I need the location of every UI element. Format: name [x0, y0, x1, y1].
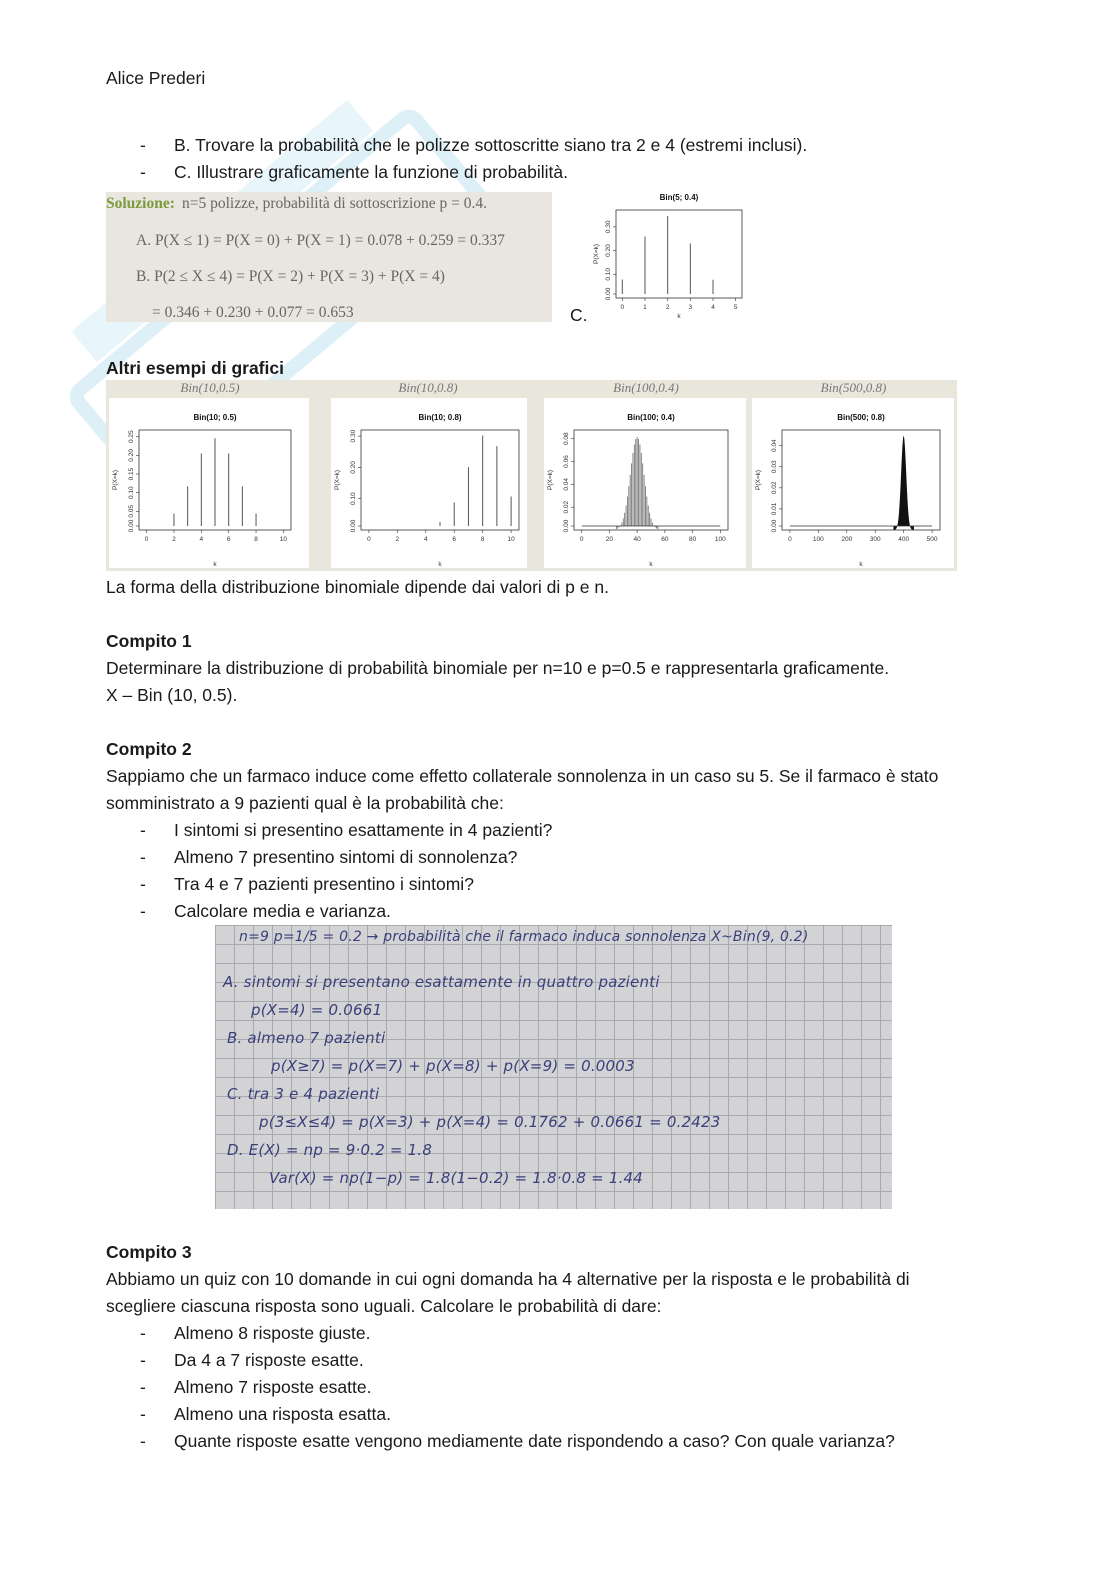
y-tick-label: 0.10 — [350, 492, 357, 506]
handwriting-line: n=9 p=1/5 = 0.2 → probabilità che il farmaco induca sonnolenza X~Bin(9, 0.2) — [239, 929, 809, 945]
chart-bin-10-0.5 — [109, 398, 309, 568]
chart-heading: Bin(10,0.5) — [180, 380, 240, 395]
x-axis-label: k — [677, 313, 681, 320]
handwriting-line: A. sintomi si presentano esattamente in quattro pazienti — [223, 973, 660, 991]
compito3-bullet: Almeno 7 risposte esatte. — [174, 1377, 372, 1397]
y-tick-label: 0.00 — [563, 519, 570, 533]
solution-box — [106, 192, 552, 322]
y-axis-label: P(X=k) — [547, 469, 554, 491]
compito2-title: Compito 2 — [106, 739, 192, 759]
compito3-bullet: Da 4 a 7 risposte esatte. — [174, 1350, 364, 1370]
x-tick-label: 1 — [643, 304, 647, 311]
handwriting-line: p(X≥7) = p(X=7) + p(X=8) + p(X=9) = 0.0003 — [271, 1057, 635, 1075]
compito3-title: Compito 3 — [106, 1242, 192, 1262]
y-tick-label: 0.15 — [128, 467, 135, 481]
x-tick-label: 5 — [733, 304, 738, 311]
x-tick-label: 80 — [688, 536, 697, 543]
y-tick-label: 0.10 — [128, 486, 135, 500]
chart-title: Bin(5; 0.4) — [659, 193, 699, 202]
x-tick-label: 4 — [711, 304, 715, 311]
chart-bin-500-0.8 — [752, 398, 954, 568]
y-tick-label: 0.05 — [128, 505, 135, 518]
y-tick-label: 0.25 — [128, 430, 135, 444]
handwriting-line: p(3≤X≤4) = p(X=3) + p(X=4) = 0.1762 + 0.0661 = 0.2423 — [259, 1113, 721, 1131]
x-tick-label: 300 — [869, 536, 881, 543]
x-tick-label: 0 — [367, 536, 371, 543]
y-tick-label: 0.04 — [771, 439, 778, 452]
plot-frame — [361, 430, 519, 530]
x-tick-label: 20 — [605, 536, 614, 543]
compito3-bullet: Quante risposte esatte vengono mediamente date rispondendo a caso? Con quale varianza? — [174, 1431, 895, 1451]
intro-bullet-b: B. Trovare la probabilità che le polizze sottoscritte siano tra 2 e 4 (estremi inclusi). — [174, 135, 808, 155]
compito2-text-1: Sappiamo che un farmaco induce come effetto collaterale sonnolenza in un caso su 5. Se il farmaco è stato — [106, 766, 939, 786]
compito2-bullet: I sintomi si presentino esattamente in 4 pazienti? — [174, 820, 553, 840]
solution-line-c: = 0.346 + 0.230 + 0.077 = 0.653 — [152, 304, 354, 321]
x-tick-label: 0 — [579, 536, 584, 543]
bullet-dash: - — [140, 1323, 146, 1343]
bullet-dash: - — [140, 162, 146, 182]
x-tick-label: 10 — [279, 536, 288, 543]
y-tick-label: 0.08 — [563, 432, 570, 446]
section-other-graphs: Altri esempi di grafici — [106, 358, 284, 378]
y-tick-label: 0.00 — [771, 519, 778, 533]
x-tick-label: 3 — [688, 304, 693, 311]
y-axis-label: P(X=k) — [112, 469, 119, 491]
y-tick-label: 0.00 — [128, 519, 135, 533]
y-tick-label: 0.20 — [605, 244, 612, 257]
solution-c-label: C. — [570, 305, 588, 325]
y-tick-label: 0.01 — [771, 502, 778, 516]
chart-bin-10-0.8 — [331, 398, 527, 568]
y-tick-label: 0.06 — [563, 455, 570, 468]
author-name: Alice Prederi — [106, 68, 206, 88]
x-tick-label: 4 — [199, 536, 204, 543]
y-tick-label: 0.00 — [605, 287, 612, 301]
chart-heading: Bin(100,0.4) — [613, 380, 679, 395]
x-tick-label: 500 — [926, 536, 938, 543]
x-tick-label: 2 — [395, 536, 400, 543]
intro-bullet-c: C. Illustrare graficamente la funzione di probabilità. — [174, 162, 568, 182]
x-axis-label: k — [859, 561, 863, 568]
x-tick-label: 6 — [226, 536, 231, 543]
chart-title: Bin(500; 0.8) — [837, 413, 885, 422]
x-tick-label: 40 — [633, 536, 641, 543]
chart-heading: Bin(500,0.8) — [820, 380, 887, 395]
x-axis-label: k — [649, 561, 653, 568]
x-tick-label: 10 — [507, 536, 515, 543]
x-tick-label: 400 — [898, 536, 910, 543]
x-tick-label: 6 — [452, 536, 457, 543]
bullet-dash: - — [140, 847, 146, 867]
plot-frame — [616, 210, 742, 298]
compito1-formula: X – Bin (10, 0.5). — [106, 685, 238, 705]
y-axis-label: P(X=k) — [334, 469, 341, 491]
solution-line-b: B. P(2 ≤ X ≤ 4) = P(X = 2) + P(X = 3) + P(X = 4) — [136, 268, 445, 285]
shape-sentence: La forma della distribuzione binomiale dipende dai valori di p e n. — [106, 577, 609, 597]
y-tick-label: 0.04 — [563, 478, 570, 491]
y-axis-label: P(X=k) — [593, 243, 600, 265]
y-tick-label: 0.03 — [771, 460, 778, 474]
x-tick-label: 2 — [172, 536, 176, 543]
x-tick-label: 0 — [144, 536, 149, 543]
y-tick-label: 0.20 — [128, 449, 135, 462]
plot-frame — [782, 430, 940, 530]
compito1-text: Determinare la distribuzione di probabilità binomiale per n=10 e p=0.5 e rappresentarla graficamente. — [106, 658, 890, 678]
solution-title: Soluzione: — [106, 195, 175, 212]
handwritten-notes — [215, 925, 892, 1209]
handwriting-line: C. tra 3 e 4 pazienti — [227, 1085, 380, 1103]
y-tick-label: 0.02 — [563, 500, 570, 514]
bullet-dash: - — [140, 874, 146, 894]
x-tick-label: 4 — [423, 536, 428, 543]
plot-frame — [574, 430, 728, 530]
handwriting-line: p(X=4) = 0.0661 — [251, 1001, 383, 1019]
x-tick-label: 100 — [812, 536, 824, 543]
x-tick-label: 8 — [254, 536, 258, 543]
x-tick-label: 8 — [480, 536, 485, 543]
x-tick-label: 2 — [665, 304, 670, 311]
chart-title: Bin(10; 0.5) — [193, 413, 237, 422]
x-tick-label: 0 — [788, 536, 792, 543]
y-tick-label: 0.20 — [350, 461, 357, 474]
distribution-shape — [893, 436, 913, 530]
compito1-title: Compito 1 — [106, 631, 192, 651]
handwriting-line: D. E(X) = np = 9·0.2 = 1.8 — [227, 1141, 433, 1159]
y-tick-label: 0.10 — [605, 267, 612, 281]
bullet-dash: - — [140, 1350, 146, 1370]
solution-line-a: A. P(X ≤ 1) = P(X = 0) + P(X = 1) = 0.078 + 0.259 = 0.337 — [136, 232, 505, 249]
handwriting-line: Var(X) = np(1−p) = 1.8(1−0.2) = 1.8·0.8 = 1.44 — [269, 1169, 644, 1187]
solution-description: n=5 polizze, probabilità di sottoscrizione p = 0.4. — [182, 195, 488, 212]
bullet-dash: - — [140, 1404, 146, 1424]
chart-title: Bin(100; 0.4) — [627, 413, 675, 422]
compito2-bullet: Almeno 7 presentino sintomi di sonnolenza? — [174, 847, 518, 867]
x-tick-label: 60 — [661, 536, 669, 543]
bullet-dash: - — [140, 820, 146, 840]
y-tick-label: 0.00 — [350, 519, 357, 533]
bullet-dash: - — [140, 1377, 146, 1397]
x-axis-label: k — [438, 561, 442, 568]
chart-title: Bin(10; 0.8) — [418, 413, 462, 422]
y-tick-label: 0.30 — [605, 220, 612, 234]
x-tick-label: 200 — [841, 536, 853, 543]
compito2-bullet: Calcolare media e varianza. — [174, 901, 391, 921]
compito3-bullet: Almeno una risposta esatta. — [174, 1404, 391, 1424]
bullet-dash: - — [140, 1431, 146, 1451]
compito3-bullet: Almeno 8 risposte giuste. — [174, 1323, 371, 1343]
compito2-text-2: somministrato a 9 pazienti qual è la probabilità che: — [106, 793, 504, 813]
handwriting-line: B. almeno 7 pazienti — [227, 1029, 386, 1047]
y-tick-label: 0.30 — [350, 429, 357, 443]
y-tick-label: 0.02 — [771, 481, 778, 495]
y-axis-label: P(X=k) — [755, 469, 762, 491]
x-axis-label: k — [213, 561, 217, 568]
chart-bin-100-0.4 — [544, 398, 746, 568]
compito3-text-1: Abbiamo un quiz con 10 domande in cui ogni domanda ha 4 alternative per la risposta e le probabilità di — [106, 1269, 910, 1289]
x-tick-label: 100 — [714, 536, 726, 543]
bullet-dash: - — [140, 135, 146, 155]
bullet-dash: - — [140, 901, 146, 921]
compito2-bullet: Tra 4 e 7 pazienti presentino i sintomi? — [174, 874, 474, 894]
chart-heading: Bin(10,0.8) — [398, 380, 458, 395]
chart-bin-5-0.4 — [590, 190, 750, 320]
x-tick-label: 0 — [620, 304, 625, 311]
compito3-text-2: scegliere ciascuna risposta sono uguali. Calcolare le probabilità di dare: — [106, 1296, 662, 1316]
